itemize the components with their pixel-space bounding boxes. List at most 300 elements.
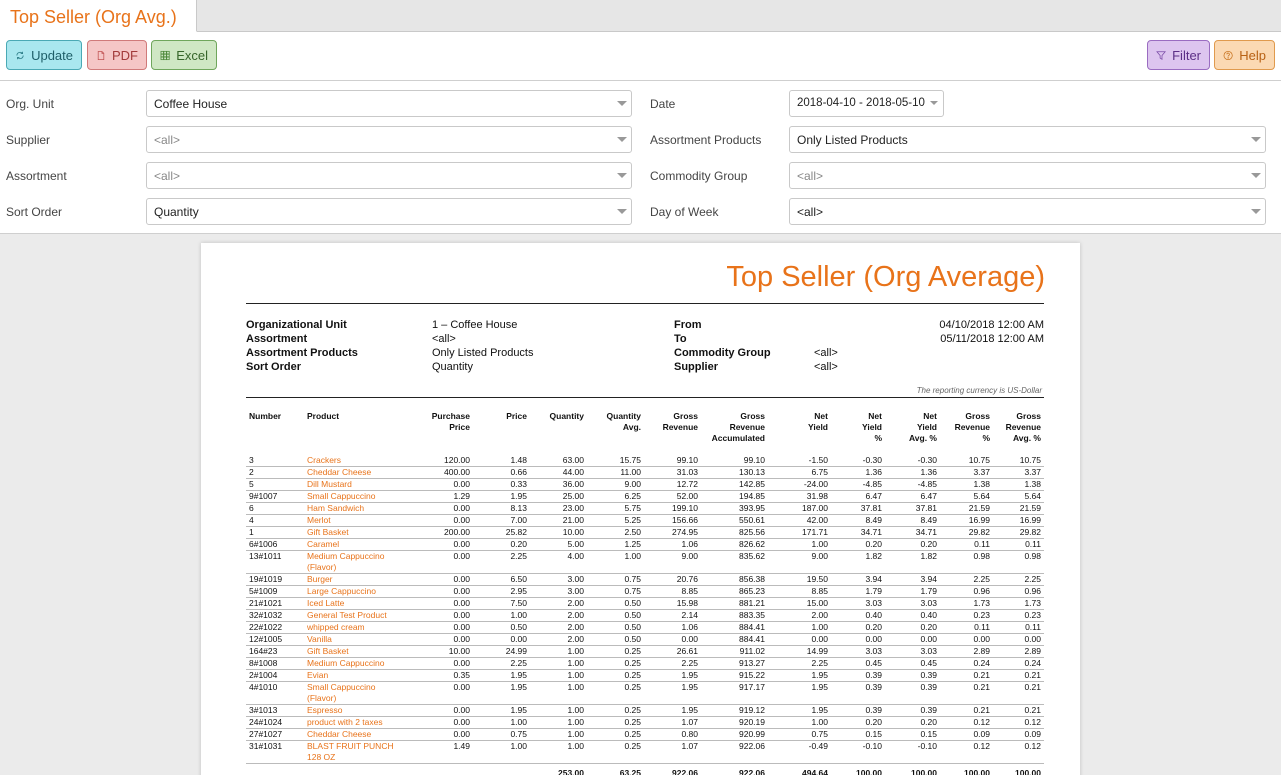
supplier-select[interactable] (146, 126, 632, 153)
table-cell: 3.37 (940, 467, 993, 479)
assortment-products-meta-value: Only Listed Products (432, 347, 534, 359)
table-cell: 27#1027 (246, 729, 304, 741)
table-cell: 9.00 (768, 551, 831, 574)
table-cell: 3#1013 (246, 705, 304, 717)
table-cell: 0.00 (414, 574, 473, 586)
funnel-icon (1156, 48, 1166, 63)
update-button[interactable] (6, 40, 82, 70)
table-cell: 1.00 (768, 717, 831, 729)
sort-order-select[interactable] (146, 198, 632, 225)
table-cell: 25.00 (530, 491, 587, 503)
table-cell: 142.85 (701, 479, 768, 491)
table-cell: 0.25 (587, 670, 644, 682)
total-cell: 63.25 (587, 764, 644, 775)
table-cell: 0.00 (768, 634, 831, 646)
table-cell: 31.98 (768, 491, 831, 503)
table-cell: 0.33 (473, 479, 530, 491)
product-link[interactable]: Dill Mustard (304, 479, 414, 491)
product-link[interactable]: Crackers (304, 454, 414, 467)
table-cell: 0.00 (644, 634, 701, 646)
supplier-value: <all> (154, 133, 181, 147)
chevron-down-icon (617, 173, 627, 178)
table-cell: 0.11 (940, 539, 993, 551)
table-cell: 8.85 (768, 586, 831, 598)
product-link[interactable]: Small Cappuccino (304, 491, 414, 503)
table-cell: 1.00 (530, 682, 587, 705)
table-cell: 2.00 (530, 622, 587, 634)
table-cell: 0.96 (993, 586, 1044, 598)
product-link[interactable]: Iced Latte (304, 598, 414, 610)
table-cell: 10.75 (993, 454, 1044, 467)
table-cell: 52.00 (644, 491, 701, 503)
chevron-down-icon (930, 101, 938, 105)
table-row (246, 670, 1044, 682)
table-cell: 0.25 (587, 717, 644, 729)
document-icon (96, 48, 106, 63)
table-cell: 63.00 (530, 454, 587, 467)
total-cell: 100.00 (993, 764, 1044, 775)
table-cell: 0.09 (993, 729, 1044, 741)
table-cell: 3.94 (885, 574, 940, 586)
table-cell: 13#1011 (246, 551, 304, 574)
table-cell: 0.50 (587, 634, 644, 646)
table-cell: 1.79 (831, 586, 885, 598)
table-cell: 0.39 (885, 670, 940, 682)
table-cell: 1.95 (473, 705, 530, 717)
table-cell: 0.25 (587, 741, 644, 764)
chevron-down-icon (1251, 137, 1261, 142)
meta-labels-right (674, 318, 814, 374)
table-cell: 1.00 (473, 741, 530, 764)
assortment-select[interactable] (146, 162, 632, 189)
table-cell: 120.00 (414, 454, 473, 467)
table-cell: 0.00 (414, 705, 473, 717)
product-link[interactable]: Ham Sandwich (304, 503, 414, 515)
table-cell: 5.64 (940, 491, 993, 503)
day-of-week-select[interactable] (789, 198, 1266, 225)
table-cell: 0.00 (885, 634, 940, 646)
sort-order-label: Sort Order (6, 205, 63, 219)
table-cell: 1.00 (768, 622, 831, 634)
table-cell: 32#1032 (246, 610, 304, 622)
table-cell: 0.20 (831, 539, 885, 551)
table-cell: 0.12 (940, 741, 993, 764)
table-cell: 0.11 (993, 539, 1044, 551)
table-cell: 11.00 (587, 467, 644, 479)
to-meta-value: 05/11/2018 12:00 AM (940, 333, 1044, 345)
meta-values-right (814, 318, 1044, 374)
table-cell: 1.95 (473, 491, 530, 503)
product-link[interactable]: Espresso (304, 705, 414, 717)
column-header: Gross Revenue Avg. % (1005, 411, 1041, 443)
table-cell: -0.10 (831, 741, 885, 764)
table-cell: 99.10 (701, 454, 768, 467)
table-cell: 0.00 (414, 479, 473, 491)
table-cell: 0.00 (414, 586, 473, 598)
assortment-products-select[interactable] (789, 126, 1266, 153)
table-cell: 15.75 (587, 454, 644, 467)
table-cell: 1.95 (768, 682, 831, 705)
table-cell: 0.00 (414, 682, 473, 705)
table-cell: 29.82 (993, 527, 1044, 539)
table-cell: 0.39 (831, 705, 885, 717)
table-cell: 21.59 (940, 503, 993, 515)
table-cell: 1.00 (530, 670, 587, 682)
table-cell: 0.25 (587, 705, 644, 717)
table-cell: 0.12 (993, 717, 1044, 729)
product-link[interactable]: BLAST FRUIT PUNCH 128 OZ (304, 741, 414, 764)
assortment-meta-value: <all> (432, 333, 456, 345)
table-cell: 1.06 (644, 539, 701, 551)
table-cell: 1.00 (530, 717, 587, 729)
table-cell: 0.75 (473, 729, 530, 741)
table-cell: 0.25 (587, 646, 644, 658)
table-cell: 5.25 (587, 515, 644, 527)
table-cell: 31.03 (644, 467, 701, 479)
product-link[interactable]: Gift Basket (304, 527, 414, 539)
column-header: Purchase Price (431, 411, 470, 432)
excel-label: Excel (176, 47, 208, 63)
column-header: Net Yield % (862, 411, 882, 443)
table-cell: 3.94 (831, 574, 885, 586)
chevron-down-icon (1251, 173, 1261, 178)
table-cell: 2.25 (644, 658, 701, 670)
table-cell: 19.50 (768, 574, 831, 586)
table-cell: 0.00 (414, 551, 473, 574)
table-cell: 1.95 (473, 682, 530, 705)
table-cell: 5.64 (993, 491, 1044, 503)
table-cell: 2.50 (587, 527, 644, 539)
product-link[interactable]: General Test Product (304, 610, 414, 622)
table-cell: 6.47 (885, 491, 940, 503)
org-unit-select[interactable] (146, 90, 632, 117)
table-cell: 22#1022 (246, 622, 304, 634)
supplier-meta-label: Supplier (674, 361, 719, 373)
product-link[interactable]: Medium Cappuccino (Flavor) (304, 551, 414, 574)
product-link[interactable]: Cheddar Cheese (304, 729, 414, 741)
table-cell: 1.49 (414, 741, 473, 764)
table-cell: 0.15 (885, 729, 940, 741)
table-cell: 0.12 (993, 741, 1044, 764)
table-cell: 1.95 (644, 705, 701, 717)
table-cell: 99.10 (644, 454, 701, 467)
org-unit-value: Coffee House (154, 97, 228, 111)
assortment-products-value: Only Listed Products (797, 133, 908, 147)
product-link[interactable]: Burger (304, 574, 414, 586)
column-header: Price (506, 411, 527, 421)
table-cell: 0.00 (831, 634, 885, 646)
table-cell: 6.50 (473, 574, 530, 586)
table-cell: 0.24 (940, 658, 993, 670)
table-cell: 25.82 (473, 527, 530, 539)
report-page (201, 243, 1080, 775)
toolbar (0, 32, 1281, 81)
chevron-down-icon (617, 209, 627, 214)
table-cell: 2.25 (768, 658, 831, 670)
table-cell: 42.00 (768, 515, 831, 527)
from-meta-value: 04/10/2018 12:00 AM (939, 319, 1044, 331)
total-cell (246, 764, 304, 775)
filter-button[interactable] (1147, 40, 1210, 70)
table-cell: 0.80 (644, 729, 701, 741)
table-cell: 1.36 (831, 467, 885, 479)
product-link[interactable]: Medium Cappuccino (304, 658, 414, 670)
column-header: Gross Revenue Accumulated (711, 411, 765, 443)
table-cell: 3.03 (885, 598, 940, 610)
table-cell: 883.35 (701, 610, 768, 622)
product-link[interactable]: Vanilla (304, 634, 414, 646)
table-cell: 200.00 (414, 527, 473, 539)
table-cell: 920.99 (701, 729, 768, 741)
table-cell: 0.23 (940, 610, 993, 622)
table-cell: 12#1005 (246, 634, 304, 646)
table-cell: 0.21 (940, 705, 993, 717)
table-cell: 6#1006 (246, 539, 304, 551)
table-cell: 0.25 (587, 682, 644, 705)
table-cell: 12.72 (644, 479, 701, 491)
table-cell: 1.38 (940, 479, 993, 491)
org-unit-meta-label: Organizational Unit (246, 319, 347, 331)
tab-top-seller[interactable]: Top Seller (Org Avg.) (0, 0, 197, 32)
table-cell: 884.41 (701, 622, 768, 634)
table-cell: 0.00 (414, 717, 473, 729)
table-row (246, 622, 1044, 634)
table-cell: -4.85 (885, 479, 940, 491)
column-header: Quantity Avg. (606, 411, 641, 432)
table-cell: 2.00 (530, 634, 587, 646)
table-cell: 0.00 (414, 539, 473, 551)
table-header-row (246, 411, 1044, 454)
help-icon (1223, 48, 1233, 63)
table-cell: 915.22 (701, 670, 768, 682)
column-header: Net Yield Avg. % (908, 411, 937, 443)
assortment-label: Assortment (6, 169, 67, 183)
table-cell: 24#1024 (246, 717, 304, 729)
table-cell: 0.21 (940, 670, 993, 682)
grid-icon (160, 48, 170, 63)
table-cell: 3.03 (831, 598, 885, 610)
table-cell: 0.20 (831, 622, 885, 634)
table-cell: 0.09 (940, 729, 993, 741)
table-cell: 15.98 (644, 598, 701, 610)
table-row (246, 491, 1044, 503)
table-row (246, 682, 1044, 705)
pdf-label: PDF (112, 47, 138, 63)
date-range-select[interactable] (789, 90, 944, 117)
table-cell: 36.00 (530, 479, 587, 491)
table-cell: 21.59 (993, 503, 1044, 515)
table-cell: 2.89 (940, 646, 993, 658)
product-link[interactable]: Large Cappuccino (304, 586, 414, 598)
table-cell: 0.98 (940, 551, 993, 574)
help-button[interactable] (1214, 40, 1275, 70)
table-cell: 34.71 (831, 527, 885, 539)
table-cell: 2#1004 (246, 670, 304, 682)
table-cell: 14.99 (768, 646, 831, 658)
table-cell: 856.38 (701, 574, 768, 586)
filter-label: Filter (1172, 47, 1201, 63)
table-cell: 1.95 (644, 670, 701, 682)
total-cell: 100.00 (885, 764, 940, 775)
table-cell: 6.25 (587, 491, 644, 503)
table-cell: 9#1007 (246, 491, 304, 503)
from-meta-label: From (674, 319, 702, 331)
table-cell: 6.75 (768, 467, 831, 479)
table-cell: 0.00 (414, 622, 473, 634)
table-cell: 0.24 (993, 658, 1044, 670)
chevron-down-icon (617, 137, 627, 142)
table-cell: 20.76 (644, 574, 701, 586)
table-cell: 865.23 (701, 586, 768, 598)
table-cell: 19#1019 (246, 574, 304, 586)
chevron-down-icon (617, 101, 627, 106)
table-cell: 0.21 (993, 682, 1044, 705)
table-cell: 1.00 (530, 658, 587, 670)
product-link[interactable]: Caramel (304, 539, 414, 551)
table-cell: 199.10 (644, 503, 701, 515)
table-cell: 2.00 (530, 610, 587, 622)
table-cell: 826.62 (701, 539, 768, 551)
total-cell: 100.00 (940, 764, 993, 775)
meta-labels-left (246, 318, 426, 374)
table-cell: 1.25 (587, 539, 644, 551)
product-link[interactable]: Small Cappuccino (Flavor) (304, 682, 414, 705)
table-cell: 31#1031 (246, 741, 304, 764)
sort-order-value: Quantity (154, 205, 199, 219)
commodity-group-meta-label: Commodity Group (674, 347, 771, 359)
table-cell: -1.50 (768, 454, 831, 467)
product-link[interactable]: product with 2 taxes (304, 717, 414, 729)
table-cell: 1.48 (473, 454, 530, 467)
table-cell: 1.36 (885, 467, 940, 479)
table-cell: 0.40 (831, 610, 885, 622)
table-cell: 825.56 (701, 527, 768, 539)
product-link[interactable]: whipped cream (304, 622, 414, 634)
table-cell: 29.82 (940, 527, 993, 539)
table-cell: 1.00 (530, 646, 587, 658)
total-cell (473, 764, 530, 775)
table-cell: 4 (246, 515, 304, 527)
table-cell: 2.25 (473, 551, 530, 574)
title-divider (246, 303, 1044, 304)
table-cell: 0.45 (831, 658, 885, 670)
table-cell: 0.00 (473, 634, 530, 646)
table-cell: 2.25 (473, 658, 530, 670)
table-cell: 0.98 (993, 551, 1044, 574)
table-cell: 1.07 (644, 741, 701, 764)
table-cell: 130.13 (701, 467, 768, 479)
pdf-button[interactable] (87, 40, 147, 70)
table-cell: 0.50 (587, 598, 644, 610)
table-cell: 0.35 (414, 670, 473, 682)
assortment-products-meta-label: Assortment Products (246, 347, 358, 359)
table-cell: 922.06 (701, 741, 768, 764)
table-cell: 3 (246, 454, 304, 467)
table-cell: 919.12 (701, 705, 768, 717)
commodity-group-value: <all> (797, 169, 824, 183)
table-cell: 2.14 (644, 610, 701, 622)
table-cell: 5 (246, 479, 304, 491)
table-row (246, 705, 1044, 717)
commodity-group-label: Commodity Group (650, 169, 748, 183)
table-cell: 1.29 (414, 491, 473, 503)
meta-divider (246, 397, 1044, 398)
product-link[interactable]: Cheddar Cheese (304, 467, 414, 479)
top-seller-table (246, 411, 1044, 775)
table-cell: 0.75 (587, 586, 644, 598)
table-cell: 194.85 (701, 491, 768, 503)
table-cell: 2.00 (530, 598, 587, 610)
table-cell: 0.20 (885, 717, 940, 729)
table-cell: 6 (246, 503, 304, 515)
table-cell: 2.00 (768, 610, 831, 622)
table-row (246, 467, 1044, 479)
column-header: Quantity (549, 411, 584, 421)
table-cell: 0.00 (414, 598, 473, 610)
table-cell: -4.85 (831, 479, 885, 491)
table-row (246, 717, 1044, 729)
commodity-group-select[interactable] (789, 162, 1266, 189)
product-link[interactable]: Evian (304, 670, 414, 682)
table-cell: 0.20 (885, 622, 940, 634)
table-cell: 5#1009 (246, 586, 304, 598)
table-total-row (246, 764, 1044, 775)
table-cell: 913.27 (701, 658, 768, 670)
product-link[interactable]: Merlot (304, 515, 414, 527)
table-cell: 0.20 (831, 717, 885, 729)
table-cell: 3.03 (831, 646, 885, 658)
table-row (246, 646, 1044, 658)
table-cell: 881.21 (701, 598, 768, 610)
table-cell: 2.89 (993, 646, 1044, 658)
day-of-week-label: Day of Week (650, 205, 719, 219)
date-label: Date (650, 97, 676, 111)
total-cell (414, 764, 473, 775)
table-cell: 3.00 (530, 574, 587, 586)
table-cell: 187.00 (768, 503, 831, 515)
table-cell: 15.00 (768, 598, 831, 610)
total-cell: 922.06 (701, 764, 768, 775)
table-cell: 0.21 (940, 682, 993, 705)
date-value: 2018-04-10 - 2018-05-10 (797, 97, 925, 109)
total-cell: 494.64 (768, 764, 831, 775)
table-cell: 8.85 (644, 586, 701, 598)
table-row (246, 527, 1044, 539)
table-row (246, 729, 1044, 741)
table-cell: 0.21 (993, 705, 1044, 717)
filters-panel (0, 81, 1281, 234)
table-cell: 0.11 (940, 622, 993, 634)
table-cell: -0.30 (885, 454, 940, 467)
table-row (246, 658, 1044, 670)
table-cell: 1.95 (473, 670, 530, 682)
table-cell: 0.00 (414, 634, 473, 646)
table-cell: 911.02 (701, 646, 768, 658)
excel-button[interactable] (151, 40, 217, 70)
table-cell: 0.20 (473, 539, 530, 551)
table-cell: -24.00 (768, 479, 831, 491)
table-row (246, 598, 1044, 610)
column-header: Number (249, 411, 282, 421)
sort-order-meta-value: Quantity (432, 361, 473, 373)
table-cell: 8.49 (831, 515, 885, 527)
table-cell: 37.81 (885, 503, 940, 515)
table-cell: 21.00 (530, 515, 587, 527)
help-label: Help (1239, 47, 1266, 63)
product-link[interactable]: Gift Basket (304, 646, 414, 658)
column-header: Product (307, 411, 340, 421)
table-row (246, 515, 1044, 527)
